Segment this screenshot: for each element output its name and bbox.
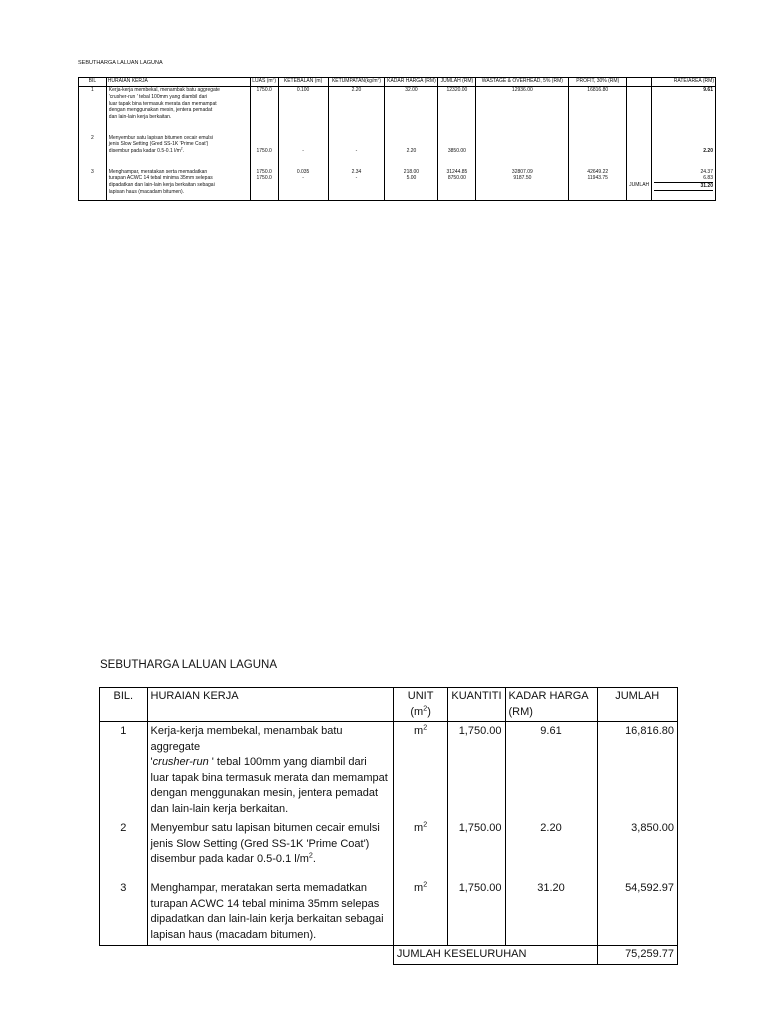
cell-rate: 24.37 6.83 31.20 — [652, 169, 716, 201]
cell-jumlah: 3850.00 — [438, 135, 476, 169]
header-kadar: KADAR HARGA (RM) — [385, 78, 438, 87]
header-wastage: WASTAGE & OVERHEAD, 5% (RM) — [476, 78, 569, 87]
cell-kuantiti: 1,750.00 — [448, 722, 505, 820]
cell-jumlah: 54,592.97 — [597, 879, 678, 946]
small-quotation-table — [78, 77, 716, 201]
cell-kadar: 218.00 5.00 — [385, 169, 438, 201]
cell-description: Kerja-kerja membekal, menambak batu aggregate 'crusher-run ' tebal 100mm yang diambil dari luar tapak bina termasuk merata dan memampat dengan menggunakan mesin, jentera pemadat dan lain-lain kerja berkaitan. — [106, 87, 250, 135]
cell-wastage: 32807.09 9187.50 — [476, 169, 569, 201]
header-jumlah: JUMLAH — [597, 688, 678, 722]
cell-description: Kerja-kerja membekal, menambak batu aggregate 'crusher-run ' tebal 100mm yang diambil dari luar tapak bina termasuk merata dan memampat dengan menggunakan mesin, jentera pemadat dan lain-lain kerja berkaitan. — [147, 722, 393, 820]
header-bil: BIL — [79, 78, 107, 87]
cell-luas: 1750.0 — [250, 135, 278, 169]
large-row-2 — [100, 819, 678, 879]
cell-profit: 16816.80 — [569, 87, 627, 135]
cell-description: Menghampar, meratakan serta memadatkan turapan ACWC 14 tebal minima 35mm selepas dipadatkan dan lain-lain kerja berkaitan sebagai lapisan haus (macadam bitumen). — [106, 169, 250, 201]
cell-kadar: 31.20 — [505, 879, 597, 946]
cell-description: Menghampar, meratakan serta memadatkan turapan ACWC 14 tebal minima 35mm selepas dipadatkan dan lain-lain kerja berkaitan sebagai lapisan haus (macadam bitumen). — [147, 879, 393, 946]
small-row-3 — [79, 169, 716, 201]
small-row-1 — [79, 87, 716, 135]
cell-description: Menyembur satu lapisan bitumen cecair emulsi jenis Slow Setting (Gred SS-1K 'Prime Coat') disembur pada kadar 0.5-0.1 $l/m^2$. — [147, 819, 393, 879]
header-jumlah: JUMLAH (RM) — [438, 78, 476, 87]
cell-ketumpatan: - — [328, 135, 385, 169]
header-ketumpatan: $KETUMPATAN(kg/m^3)$ — [328, 78, 385, 87]
cell-kadar: 9.61 — [505, 722, 597, 820]
cell-unit: $m^2$ — [393, 819, 448, 879]
header-ketebalan: KETEBALAN (m) — [278, 78, 328, 87]
cell-ketebalan: 0.100 — [278, 87, 328, 135]
rate-total: 31.20 — [654, 182, 713, 191]
small-table-title: SEBUTHARGA LALUAN LAGUNA — [78, 60, 163, 66]
header-bil: BIL. — [100, 688, 148, 722]
cell-profit — [569, 135, 627, 169]
header-huraian: HURAIAN KERJA — [106, 78, 250, 87]
cell-kuantiti: 1,750.00 — [448, 879, 505, 946]
cell-unit: $m^2$ — [393, 722, 448, 820]
cell-rate: 9.61 — [652, 87, 716, 135]
large-quotation-table — [99, 687, 678, 965]
cell-jumlah: 3,850.00 — [597, 819, 678, 879]
grand-total-value: 75,259.77 — [597, 946, 678, 965]
cell-bil: 2 — [79, 135, 107, 169]
cell-kadar: 2.20 — [505, 819, 597, 879]
header-kadar: KADAR HARGA (RM) — [505, 688, 597, 722]
small-row-2 — [79, 135, 716, 169]
cell-blank — [627, 87, 652, 135]
cell-blank — [627, 135, 652, 169]
header-rate: RATE/AREA (RM) — [652, 78, 716, 87]
cell-luas: 1750.0 — [250, 87, 278, 135]
cell-jumlah: 12320.00 — [438, 87, 476, 135]
cell-kuantiti: 1,750.00 — [448, 819, 505, 879]
header-profit: PROFIT, 30% (RM) — [569, 78, 627, 87]
header-blank — [627, 78, 652, 87]
cell-jumlah: 16,816.80 — [597, 722, 678, 820]
cell-bil: 3 — [100, 879, 148, 946]
large-header-row — [100, 688, 678, 722]
cell-luas: 1750.0 1750.0 — [250, 169, 278, 201]
cell-wastage: 12936.00 — [476, 87, 569, 135]
cell-profit: 42649.22 11943.75 — [569, 169, 627, 201]
cell-bil: 2 — [100, 819, 148, 879]
cell-kadar: 2.20 — [385, 135, 438, 169]
header-unit: UNIT $(m^2)$ — [393, 688, 448, 722]
header-kuantiti: KUANTITI — [448, 688, 505, 722]
cell-wastage — [476, 135, 569, 169]
cell-ketebalan: - — [278, 135, 328, 169]
cell-ketumpatan: 2.34 - — [328, 169, 385, 201]
cell-jumlah: 31244.85 8750.00 — [438, 169, 476, 201]
cell-ketebalan: 0.035 - — [278, 169, 328, 201]
large-row-3 — [100, 879, 678, 946]
cell-rate: 2.20 — [652, 135, 716, 169]
header-huraian: HURAIAN KERJA — [147, 688, 393, 722]
cell-bil: 1 — [79, 87, 107, 135]
cell-total-label-col — [627, 169, 652, 201]
header-luas: LUAS $(m^2)$ — [250, 78, 278, 87]
large-row-1 — [100, 722, 678, 820]
cell-ketumpatan: 2.20 — [328, 87, 385, 135]
jumlah-label: JUMLAH — [629, 182, 650, 189]
cell-unit: $m^2$ — [393, 879, 448, 946]
cell-kadar: 32.00 — [385, 87, 438, 135]
cell-bil: 3 — [79, 169, 107, 201]
large-table-title: SEBUTHARGA LALUAN LAGUNA — [100, 659, 278, 671]
grand-total-row — [100, 946, 678, 965]
cell-bil: 1 — [100, 722, 148, 820]
small-header-row — [79, 78, 716, 87]
cell-description: Menyembur satu lapisan bitumen cecair emulsi jenis Slow Setting (Gred SS-1K 'Prime Coat') disembur pada kadar 0.5-0.1 $l/m^2$. — [106, 135, 250, 169]
grand-total-label: JUMLAH KESELURUHAN — [393, 946, 597, 965]
